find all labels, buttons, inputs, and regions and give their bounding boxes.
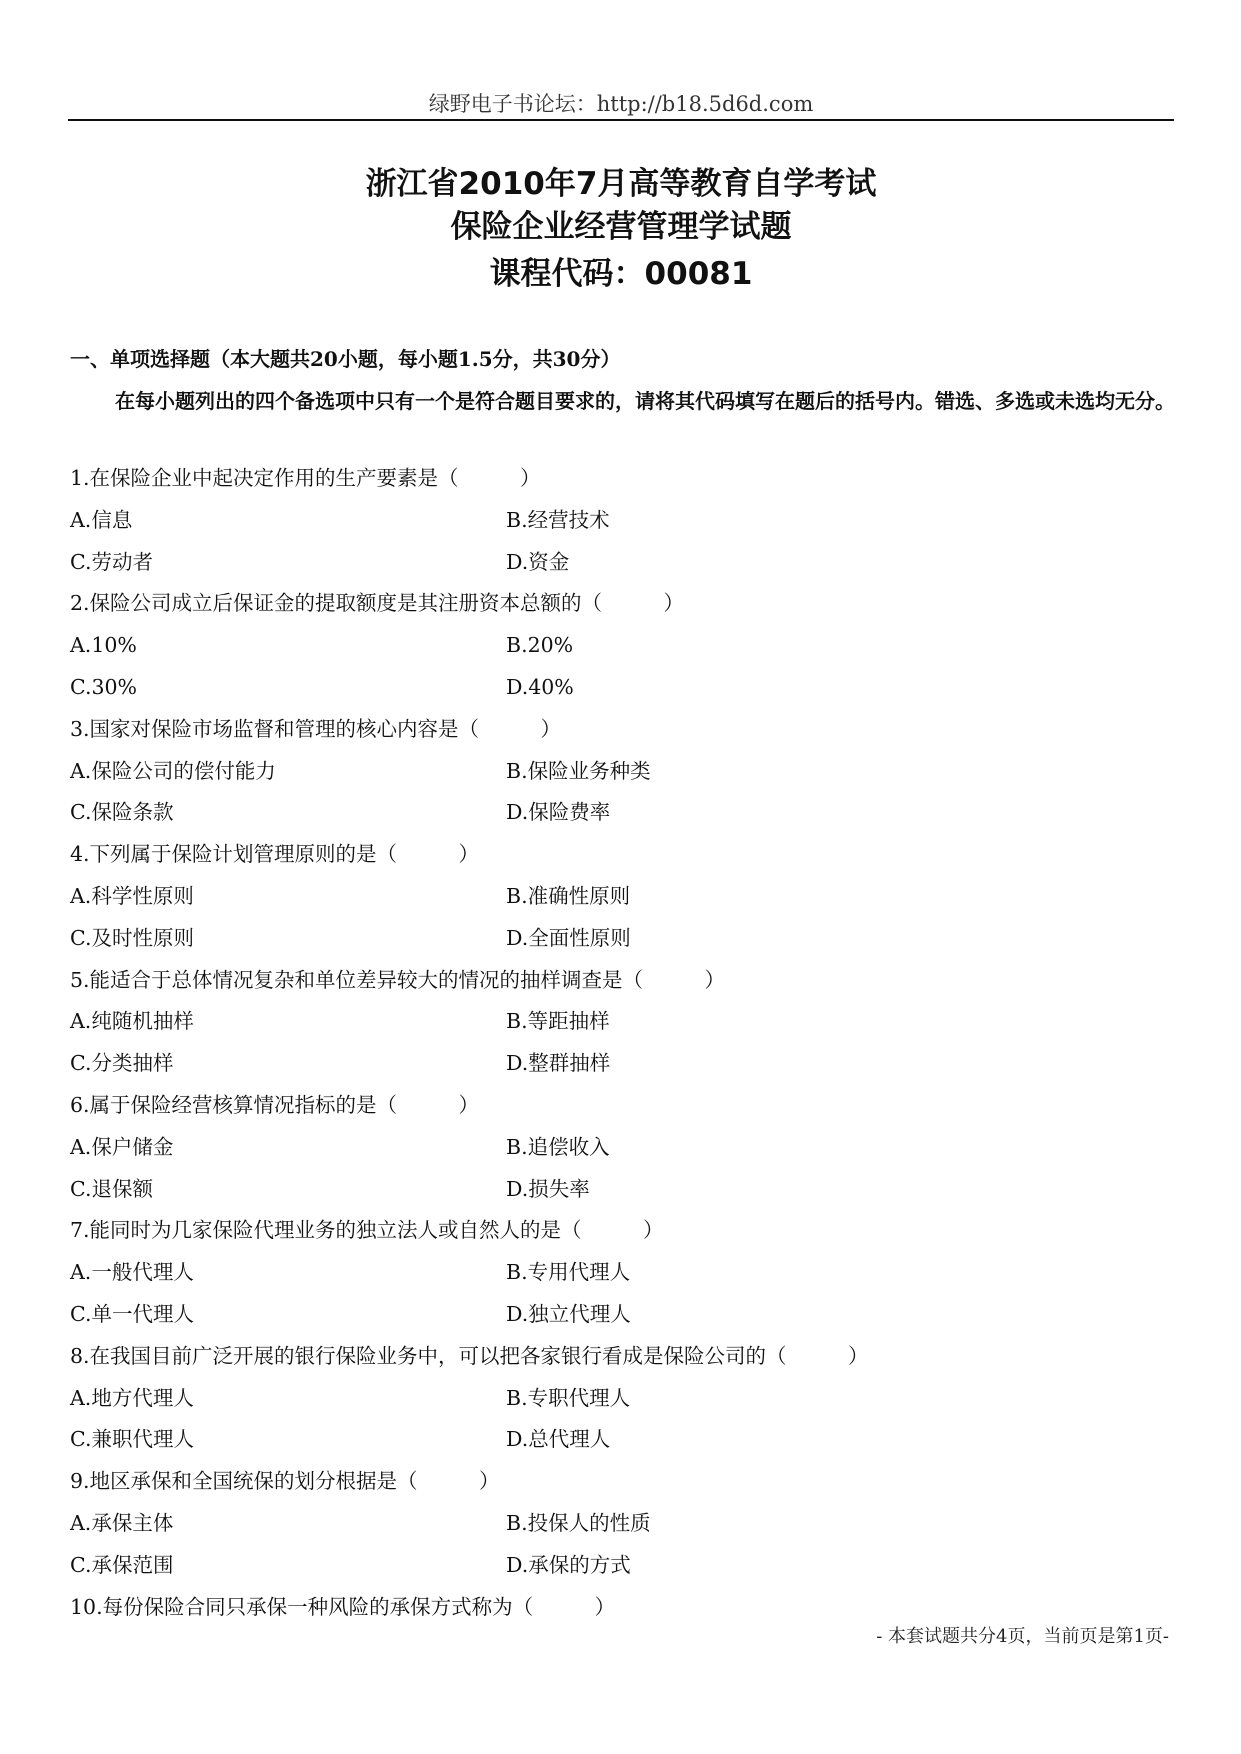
option-c: C.单一代理人 [70, 1301, 194, 1326]
option-a: A.科学性原则 [70, 883, 194, 908]
option-d: D.40% [506, 674, 574, 699]
option-d: D.全面性原则 [506, 925, 631, 950]
option-row [70, 1127, 1180, 1169]
option-row [70, 918, 1180, 960]
option-b: B.追偿收入 [506, 1134, 610, 1159]
option-d: D.保险费率 [506, 800, 611, 825]
option-b: B.保险业务种类 [506, 758, 651, 783]
section-instruction: 在每小题列出的四个备选项中只有一个是符合题目要求的，请将其代码填写在题后的括号内。错选、多选或未选均无分。 [115, 389, 1175, 413]
option-a: A.纯随机抽样 [70, 1009, 194, 1034]
option-row [70, 500, 1180, 542]
option-b: B.等距抽样 [506, 1009, 610, 1034]
option-b: B.专用代理人 [506, 1260, 631, 1285]
option-b: B.准确性原则 [506, 883, 631, 908]
option-d: D.损失率 [506, 1176, 590, 1201]
question-stem: 10.每份保险合同只承保一种风险的承保方式称为（ ） [70, 1594, 616, 1619]
option-row [70, 1294, 1180, 1336]
option-d: D.整群抽样 [506, 1051, 611, 1076]
option-d: D.承保的方式 [506, 1552, 631, 1577]
option-row [70, 1252, 1180, 1294]
option-row [70, 1043, 1180, 1085]
option-a: A.保险公司的偿付能力 [70, 758, 276, 783]
option-c: C.劳动者 [70, 549, 153, 574]
option-row [70, 1378, 1180, 1420]
option-row [70, 792, 1180, 834]
question-stem: 9.地区承保和全国统保的划分根据是（ ） [70, 1469, 500, 1494]
option-row [70, 1169, 1180, 1211]
course-code: 课程代码：00081 [489, 256, 753, 292]
questions-list [70, 458, 1180, 1628]
page-header: 绿野电子书论坛：http://b18.5d6d.com [428, 92, 814, 116]
option-row [70, 1419, 1180, 1461]
option-c: C.承保范围 [70, 1552, 174, 1577]
option-a: A.保户储金 [70, 1134, 174, 1159]
option-c: C.30% [70, 674, 138, 699]
option-b: B.投保人的性质 [506, 1510, 651, 1535]
option-a: A.10% [70, 633, 137, 658]
question-stem: 5.能适合于总体情况复杂和单位差异较大的情况的抽样调查是（ ） [70, 967, 726, 992]
option-row [70, 876, 1180, 918]
option-d: D.总代理人 [506, 1427, 611, 1452]
option-row [70, 751, 1180, 793]
page-footer: - 本套试题共分4页，当前页是第1页- [876, 1626, 1169, 1647]
question-stem: 6.属于保险经营核算情况指标的是（ ） [70, 1092, 480, 1117]
exam-subject: 保险企业经营管理学试题 [450, 209, 792, 245]
question-stem: 4.下列属于保险计划管理原则的是（ ） [70, 842, 480, 867]
option-b: B.专职代理人 [506, 1385, 631, 1410]
option-a: A.一般代理人 [70, 1260, 194, 1285]
section-heading: 一、单项选择题（本大题共20小题，每小题1.5分，共30分） [70, 347, 621, 371]
option-row [70, 1545, 1180, 1587]
question-stem: 7.能同时为几家保险代理业务的独立法人或自然人的是（ ） [70, 1218, 664, 1243]
option-c: C.兼职代理人 [70, 1427, 194, 1452]
header-rule [68, 119, 1174, 121]
option-row [70, 1503, 1180, 1545]
option-c: C.分类抽样 [70, 1051, 174, 1076]
option-a: A.信息 [70, 507, 133, 532]
option-c: C.及时性原则 [70, 925, 194, 950]
option-d: D.独立代理人 [506, 1301, 631, 1326]
option-row [70, 1001, 1180, 1043]
question-stem: 1.在保险企业中起决定作用的生产要素是（ ） [70, 466, 541, 490]
option-row [70, 542, 1180, 584]
option-row [70, 667, 1180, 709]
question-stem: 3.国家对保险市场监督和管理的核心内容是（ ） [70, 716, 562, 741]
option-d: D.资金 [506, 549, 570, 574]
option-b: B.20% [506, 633, 574, 658]
option-row [70, 625, 1180, 667]
option-a: A.地方代理人 [70, 1385, 194, 1410]
exam-title: 浙江省2010年7月高等教育自学考试 [365, 166, 877, 202]
option-b: B.经营技术 [506, 507, 610, 532]
option-c: C.退保额 [70, 1176, 153, 1201]
question-stem: 8.在我国目前广泛开展的银行保险业务中，可以把各家银行看成是保险公司的（ ） [70, 1343, 869, 1368]
option-a: A.承保主体 [70, 1510, 174, 1535]
option-c: C.保险条款 [70, 800, 174, 825]
question-stem: 2.保险公司成立后保证金的提取额度是其注册资本总额的（ ） [70, 591, 685, 616]
